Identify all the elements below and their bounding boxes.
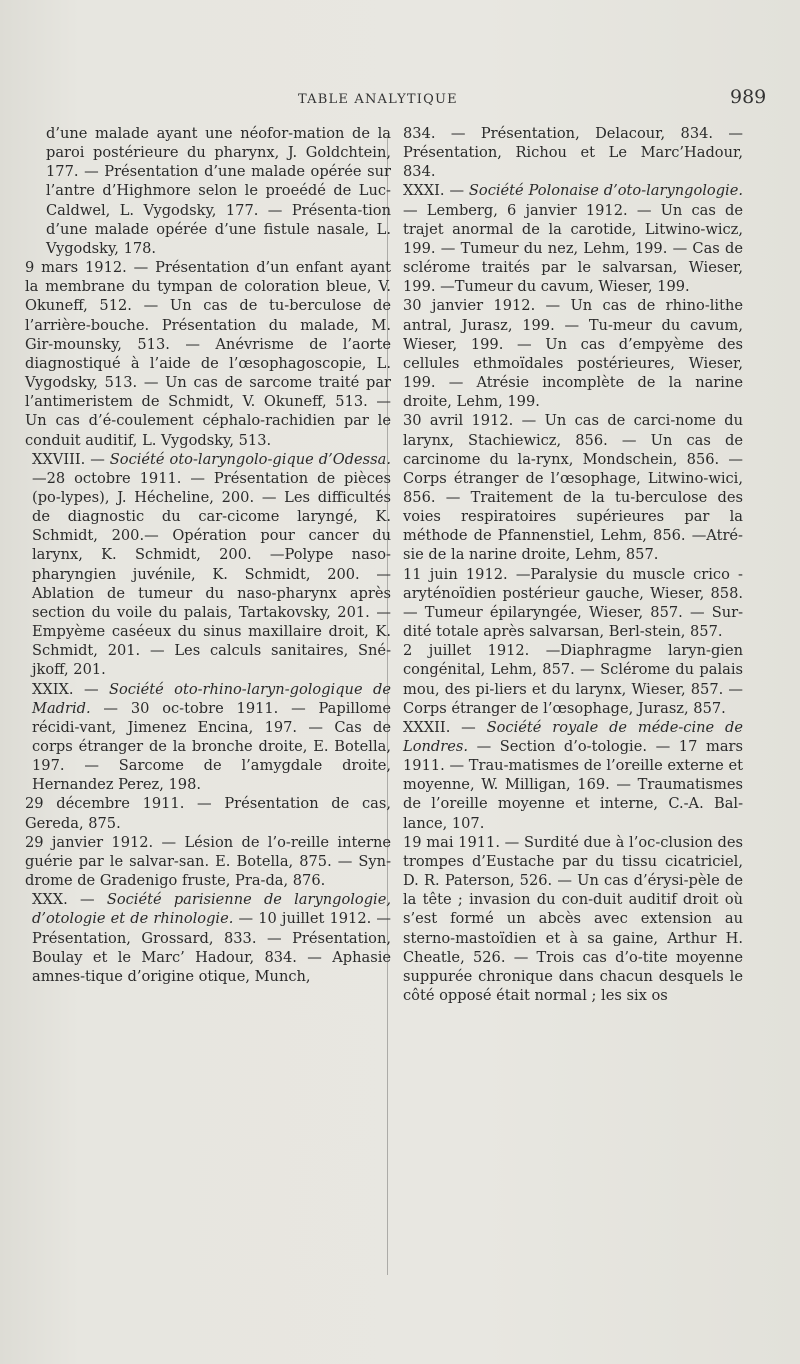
index-entry: d’une malade ayant une néofor-mation de la paroi postérieure du pharynx, J. Goldchtein, 177. — Présentation d’une malade opérée sur l’antre d’Highmore selon le proeédé de Luc-Caldwel, L. Vygodsky, 177. — Présenta-tion d’une malade opérée d’une fistule nasale, L. Vygodsky, 178. (46, 125, 391, 257)
right-column (403, 124, 743, 1005)
society-name: Société oto-laryngolo-gique d’Odessa. (109, 450, 391, 468)
index-entry: 29 décembre 1911. — Présentation de cas, Gereda, 875. (25, 795, 391, 832)
society-name: Société oto-rhino-laryn-gologique de Madrid. (32, 680, 391, 717)
index-entry: 30 janvier 1912. — Un cas de rhino-lithe antral, Jurasz, 199. — Tu-meur du cavum, Wieser, 199. — Un cas d’empyème des cellules ethmoïdales postérieures, Wieser, 199. — Atrésie incomplète de la narine droite, Lehm, 199. (403, 297, 743, 411)
left-column (25, 124, 391, 986)
index-entry: 19 mai 1911. — Surdité due à l’oc-clusion des trompes d’Eustache par du tissu cicatriciel, D. R. Paterson, 526. — Un cas d’érysi-pèle de la tête ; invasion du con-duit auditif droit où s’est formé un abcès avec extension au sterno-mastoïdien et à sa gaine, Arthur H. Cheatle, 526. — Trois cas d’o-tite moyenne suppurée chronique dans chacun desquels le côté opposé était normal ; les six os (403, 833, 743, 1005)
index-entry: XXIX. — Société oto-rhino-laryn-gologique de Madrid. — 30 oc-tobre 1911. — Papillome récidi-vant, Jimenez Encina, 197. — Cas de corps étranger de la bronche droite, E. Botella, 197. — Sarcome de l’amygdale droite, Hernandez Perez, 198. (32, 680, 391, 794)
society-name: Société Polonaise d’oto-laryngologie. (468, 182, 743, 200)
page-number: 989 (730, 86, 767, 108)
index-entry: 29 janvier 1912. — Lésion de l’o-reille interne guérie par le salvar-san. E. Botella, 875. — Syn-drome de Gradenigo fruste, Pra-da, 876. (25, 833, 391, 890)
index-entry: 2 juillet 1912. —Diaphragme laryn-gien congénital, Lehm, 857. — Sclérome du palais mou, des pi-liers et du larynx, Wieser, 857. — Corps étranger de l’œsophage, Jurasz, 857. (403, 642, 743, 717)
index-entry: 834. — Présentation, Delacour, 834. — Présentation, Richou et Le Marc’Hadour, 834. (403, 125, 743, 181)
index-entry: XXX. — Société parisienne de laryngologie, d’otologie et de rhinologie. — 10 juillet 1912. — Présentation, Grossard, 833. — Présentation, Boulay et le Marc’ Hadour, 834. — Aphasie amnes-tique d’origine otique, Munch, (32, 891, 391, 985)
society-name: Société royale de méde-cine de Londres. (403, 718, 743, 755)
index-entry: 9 mars 1912. — Présentation d’un enfant ayant la membrane du tympan de coloration bleue, V. Okuneff, 512. — Un cas de tu-berculose de l’arrière-bouche. Présentation du malade, M. Gir-mounsky, 513. — Anévrisme de l’aorte diagnostiqué à l’aide de l’œsophagoscopie, L. Vygodsky, 513. — Un cas de sarcome traité par l’antimeristem de Schmidt, V. Okuneff, 513. — Un cas d’é-coulement céphalo-rachidien par le conduit auditif, L. Vygodsky, 513. (25, 259, 391, 449)
society-name: Société parisienne de laryngologie, d’otologie et de rhinologie. (32, 891, 391, 928)
index-entry: XXVIII. — Société oto-laryngolo-gique d’Odessa. —28 octobre 1911. — Présentation de pièces (po-lypes), J. Hécheline, 200. — Les difficultés de diagnostic du car-cicome laryngé, K. Schmidt, 200.— Opération pour cancer du larynx, K. Schmidt, 200. —Polype naso-pharyngien juvénile, K. Schmidt, 200. — Ablation de tumeur du naso-pharynx après section du voile du palais, Tartakovsky, 201. — Empyème caséeux du sinus maxillaire droit, K. Schmidt, 201. — Les calculs sanitaires, Sné-jkoff, 201. (32, 450, 391, 679)
column-divider (387, 135, 388, 1275)
index-entry: 11 juin 1912. —Paralysie du muscle crico - aryténoïdien postérieur gauche, Wieser, 858. — Tumeur épilaryngée, Wieser, 857. — Sur-dité totale après salvarsan, Berl-stein, 857. (403, 565, 743, 641)
index-entry: XXXII. — Société royale de méde-cine de Londres. — Section d’o-tologie. — 17 mars 1911. — Trau-matismes de l’oreille externe et moyenne, W. Milligan, 169. — Traumatismes de l’oreille moyenne et interne, C.-A. Bal-lance, 107. (403, 718, 743, 832)
index-entry: 30 avril 1912. — Un cas de carci-nome du larynx, Stachiewicz, 856. — Un cas de carcinome du la-rynx, Mondschein, 856. — Corps étranger de l’œsophage, Litwino-wici, 856. — Traitement de la tu-berculose des voies respiratoires supérieures par la méthode de Pfannenstiel, Lehm, 856. —Atré-sie de la narine droite, Lehm, 857. (403, 412, 743, 564)
index-entry: XXXI. — Société Polonaise d’oto-laryngologie. — Lemberg, 6 janvier 1912. — Un cas de trajet anormal de la carotide, Litwino-wicz, 199. — Tumeur du nez, Lehm, 199. — Cas de sclérome traités par le salvarsan, Wieser, 199. —Tumeur du cavum, Wieser, 199. (403, 182, 743, 296)
running-title: TABLE ANALYTIQUE (298, 92, 458, 107)
